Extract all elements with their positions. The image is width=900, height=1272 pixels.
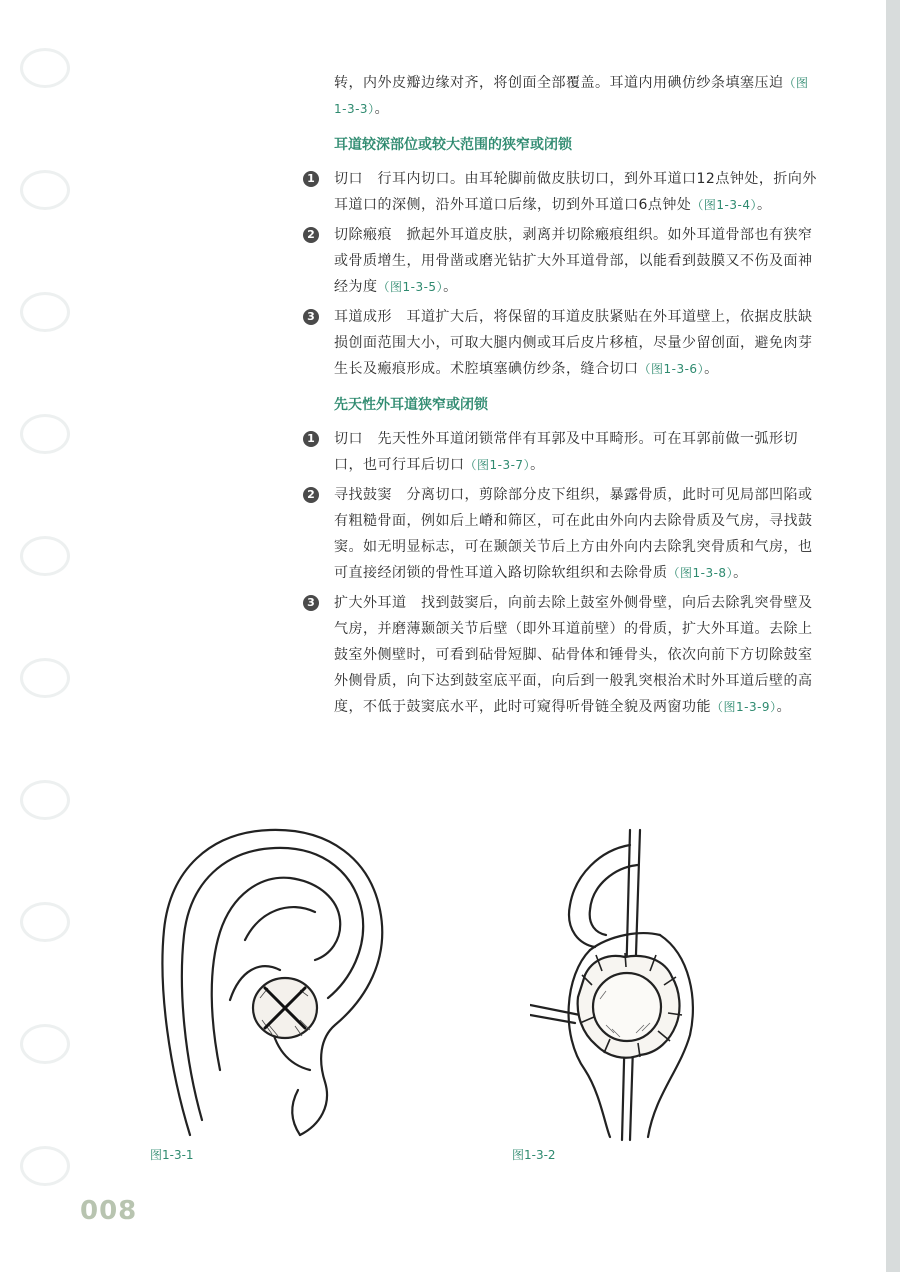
section-heading-1: 耳道较深部位或较大范围的狭窄或闭锁 (334, 137, 572, 153)
section-heading-2: 先天性外耳道狭窄或闭锁 (334, 397, 488, 413)
item-tail: 。 (733, 565, 748, 581)
item-tail: 。 (530, 457, 545, 473)
list-item (300, 590, 820, 720)
item-text: 切除瘢痕 掀起外耳道皮肤，剥离并切除瘢痕组织。如外耳道骨部也有狭窄或骨质增生，用骨凿或磨光钻扩大外耳道骨部，以能看到鼓膜又不伤及面神经为度 (334, 227, 813, 295)
figure-ref: （图1-3-3） (334, 76, 809, 116)
item-number-badge: 1 (303, 431, 319, 447)
list-item (300, 222, 820, 300)
intro-tail: 。 (374, 101, 390, 117)
item-tail: 。 (756, 197, 772, 213)
figure-ref: （图1-3-6） (638, 362, 705, 376)
figure-ref: （图1-3-5） (377, 280, 444, 294)
item-number-badge: 2 (303, 227, 319, 243)
page-number: 008 (80, 1196, 138, 1226)
flap-outline (578, 953, 682, 1058)
canal-flap-illustration (530, 825, 720, 1145)
figure-ear-incision (150, 820, 410, 1150)
list-item (300, 482, 820, 586)
figure-canal-flap (530, 825, 720, 1145)
intro-paragraph (300, 70, 820, 122)
item-number-badge: 2 (303, 487, 319, 503)
item-text: 寻找鼓窦 分离切口，剪除部分皮下组织，暴露骨质，此时可见局部凹陷或有粗糙骨面，例如后上嵴和筛区，可在此由外向内去除骨质及气房，寻找鼓窦。如无明显标志，可在颞颌关节后上方由外向内去除乳突骨质和气房，也可直接经闭锁的骨性耳道入路切除软组织和去除骨质 (334, 487, 813, 581)
figure-ref: （图1-3-4） (691, 198, 757, 212)
item-tail: 。 (704, 361, 719, 377)
main-text (300, 70, 820, 724)
item-number-badge: 3 (303, 309, 319, 325)
ear-illustration (150, 820, 410, 1150)
item-text: 扩大外耳道 找到鼓窦后，向前去除上鼓室外侧骨壁，向后去除乳突骨壁及气房，并磨薄颞颌关节后壁（即外耳道前壁）的骨质，扩大外耳道。去除上鼓室外侧壁时，可看到砧骨短脚、砧骨体和锤骨头，依次向前下方切除鼓室外侧骨质，向下达到鼓室底平面，向后到一般乳突根治术时外耳道后壁的高度，不低于鼓窦底水平，此时可窥得听骨链全貌及两窗功能 (334, 595, 813, 715)
figure-caption: 图1-3-2 (512, 1148, 556, 1162)
item-text: 耳道成形 耳道扩大后，将保留的耳道皮肤紧贴在外耳道壁上，依据皮肤缺损创面范围大小，可取大腿内侧或耳后皮片移植，尽量少留创面，避免肉芽生长及瘢痕形成。术腔填塞碘仿纱条，缝合切口 (334, 309, 813, 377)
item-text: 切口 先天性外耳道闭锁常伴有耳郭及中耳畸形。可在耳郭前做一弧形切口，也可行耳后切口 (334, 431, 798, 473)
figure-ref: （图1-3-9） (711, 700, 777, 714)
figure-ref: （图1-3-7） (464, 458, 531, 472)
list-item (300, 426, 820, 478)
ear-canal-opening (253, 978, 317, 1038)
figure-ref: （图1-3-8） (667, 566, 734, 580)
item-number-badge: 3 (303, 595, 319, 611)
figure-caption: 图1-3-1 (150, 1148, 194, 1162)
item-tail: 。 (443, 279, 458, 295)
item-text: 切口 行耳内切口。由耳轮脚前做皮肤切口，到外耳道口12点钟处，折向外耳道口的深侧，沿外耳道口后缘，切到外耳道口6点钟处 (334, 171, 817, 213)
intro-text: 转，内外皮瓣边缘对齐，将创面全部覆盖。耳道内用碘仿纱条填塞压迫 (334, 75, 784, 91)
list-item (300, 166, 820, 218)
page-edge-strip (886, 0, 900, 1272)
item-tail: 。 (776, 699, 792, 715)
item-number-badge: 1 (303, 171, 319, 187)
list-item (300, 304, 820, 382)
